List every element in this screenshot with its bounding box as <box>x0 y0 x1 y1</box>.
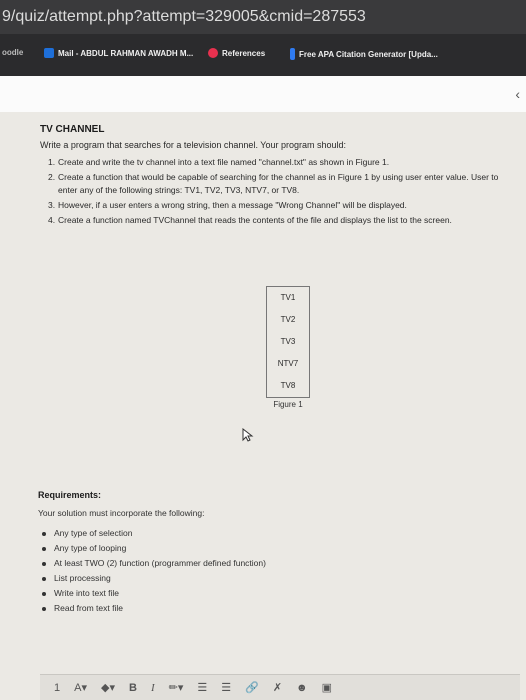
bold-button[interactable]: B <box>129 681 137 694</box>
bookmarks-bar <box>0 34 526 76</box>
task-list <box>48 156 518 229</box>
channel-entry: NTV7 <box>277 359 299 368</box>
references-icon <box>208 48 218 58</box>
channel-entry: TV1 <box>280 293 296 302</box>
bookmark-flag-icon <box>290 48 295 60</box>
outlook-icon <box>44 48 54 58</box>
bookmark-label: oodle <box>2 48 24 57</box>
brush-icon: ✏ <box>168 682 178 694</box>
address-bar[interactable] <box>0 0 526 34</box>
editor-toolbar <box>40 674 520 700</box>
mouse-pointer-icon <box>242 428 254 442</box>
list-item: At least TWO (2) function (programmer defined function) <box>40 556 266 571</box>
list-item: Any type of selection <box>40 526 266 541</box>
font-style-button[interactable]: A ▾ <box>74 681 87 694</box>
figure-caption: Figure 1 <box>273 400 303 409</box>
requirements-list <box>40 526 266 616</box>
list-item: Write into text file <box>40 586 266 601</box>
numbered-list-icon[interactable]: ☰ <box>221 682 232 694</box>
url-text: 9/quiz/attempt.php?attempt=329005&cmid=287553 <box>2 8 366 25</box>
list-item: List processing <box>40 571 266 586</box>
list-item: 1. Create and write the tv channel into a text file named "channel.txt" as shown in Figure 1. <box>48 157 390 167</box>
list-item: 4. Create a function named TVChannel that reads the contents of the file and displays the list to the screen. <box>48 215 452 225</box>
question-title: TV CHANNEL <box>40 124 105 135</box>
paragraph-style-button[interactable]: 1 <box>54 681 61 694</box>
emoji-icon[interactable]: ☻ <box>296 681 308 694</box>
bookmark-label: References <box>222 48 266 58</box>
list-item: Read from text file <box>40 601 266 616</box>
bookmark-apa[interactable] <box>290 48 438 60</box>
text-color-button[interactable]: ◆ ▾ <box>101 682 115 694</box>
link-icon[interactable]: 🔗 <box>245 682 259 694</box>
bookmark-moodle[interactable] <box>2 48 23 57</box>
clear-format-button[interactable]: ✏ ▾ <box>168 682 184 694</box>
unlink-icon[interactable]: ✗ <box>272 682 283 694</box>
bookmark-label: Free APA Citation Generator [Upda... <box>299 49 438 59</box>
bookmark-mail[interactable] <box>44 48 193 58</box>
italic-button[interactable]: I <box>150 681 155 694</box>
chevron-left-icon[interactable]: ‹ <box>515 86 520 102</box>
list-item: Any type of looping <box>40 541 266 556</box>
bookmark-label: Mail - ABDUL RAHMAN AWADH M... <box>58 48 194 58</box>
image-icon[interactable]: ▣ <box>321 682 333 694</box>
list-item: 2. Create a function that would be capable of searching for the channel as in Figure 1 by using user enter value. User to enter any of the following strings: TV1, TV2, TV3, NTV7, or TV8. <box>48 172 499 195</box>
paint-bucket-icon: ◆ <box>101 682 110 694</box>
channel-figure <box>266 286 310 398</box>
channel-entry: TV8 <box>280 381 296 390</box>
channel-entry: TV2 <box>280 315 296 324</box>
list-item: 3. However, if a user enters a wrong string, then a message "Wrong Channel" will be displayed. <box>48 200 407 210</box>
bullet-list-icon[interactable]: ☰ <box>197 682 208 694</box>
requirements-title: Requirements: <box>38 490 102 500</box>
question-intro: Write a program that searches for a television channel. Your program should: <box>40 140 346 150</box>
requirements-intro: Your solution must incorporate the following: <box>38 508 205 518</box>
bookmark-references[interactable] <box>208 48 265 58</box>
channel-entry: TV3 <box>280 337 296 346</box>
